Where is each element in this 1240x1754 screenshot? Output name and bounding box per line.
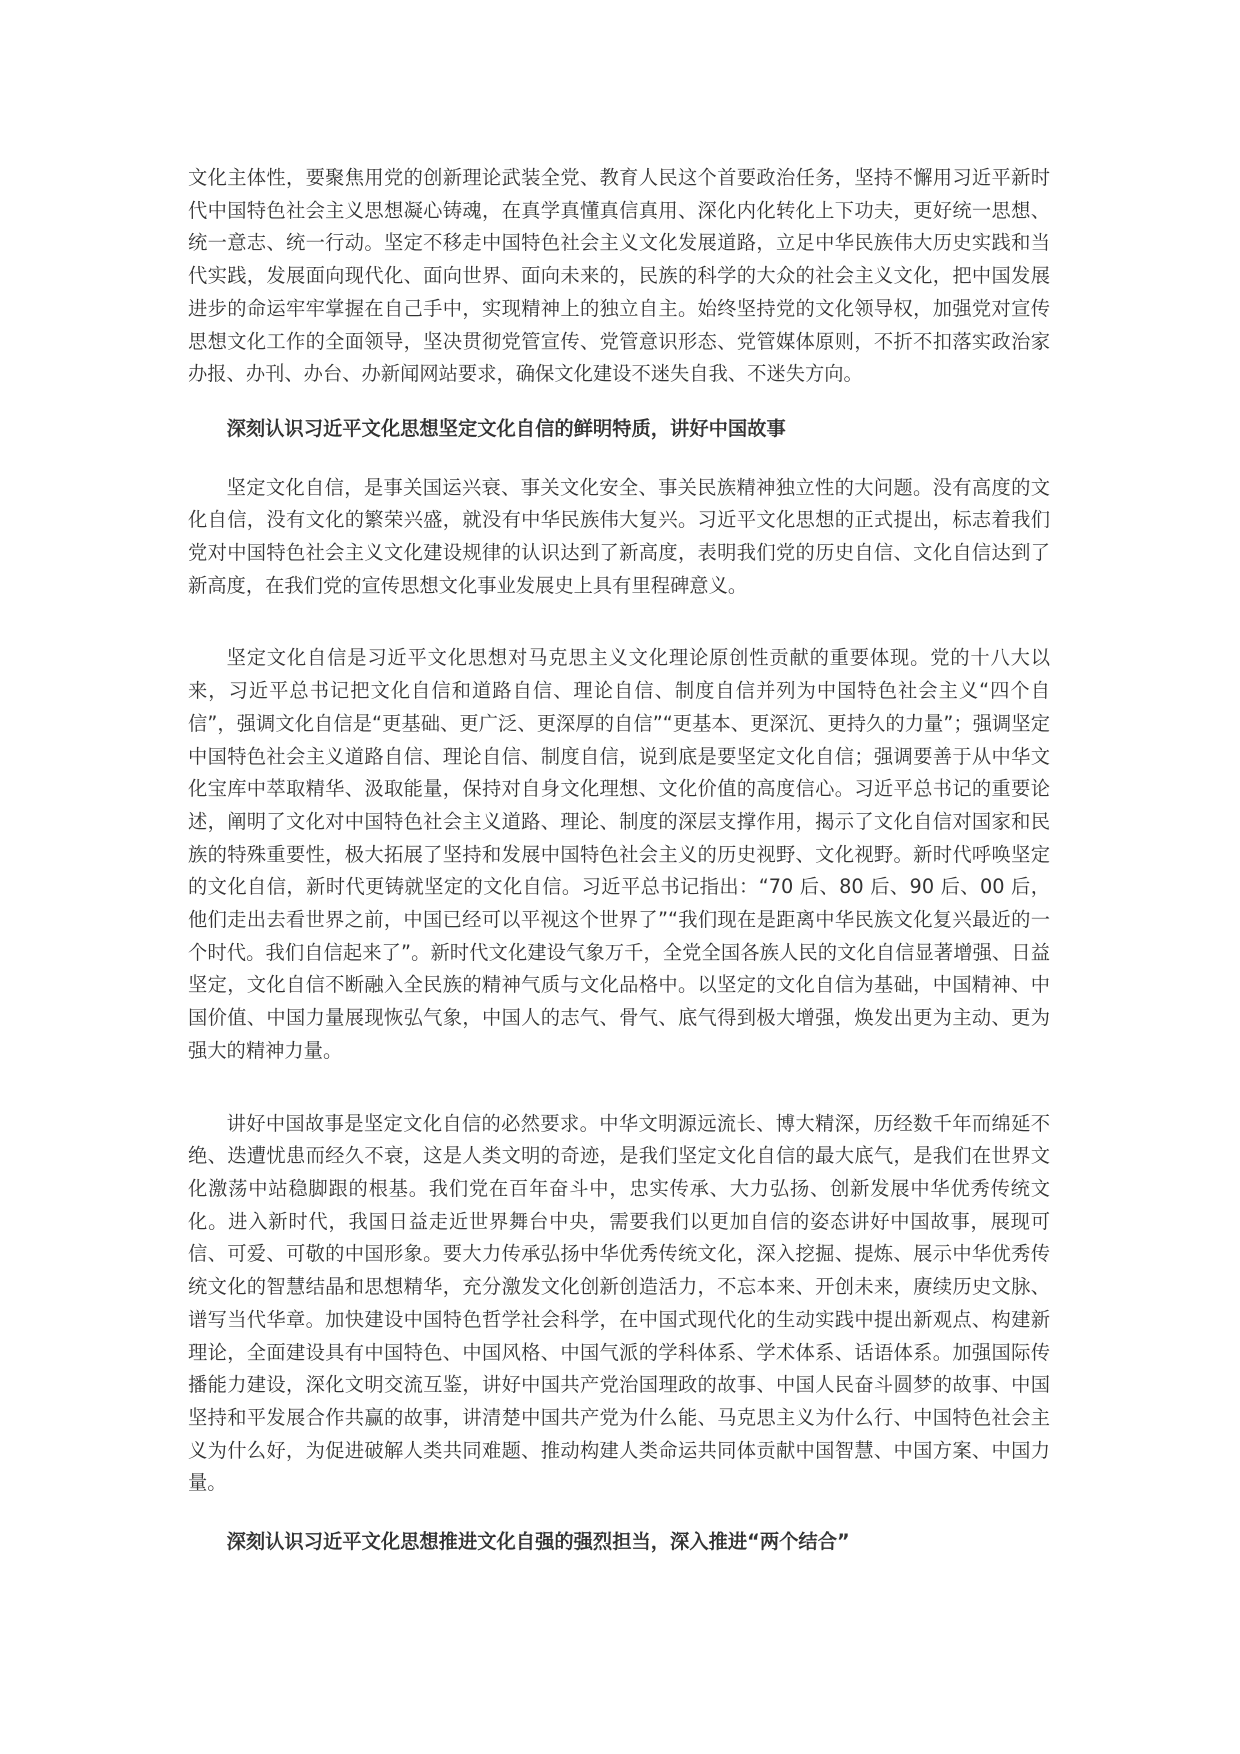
intro-continuation-paragraph: 文化主体性，要聚焦用党的创新理论武装全党、教育人民这个首要政治任务，坚持不懈用习近平新时代中国特色社会主义思想凝心铸魂，在真学真懂真信真用、深化内化转化上下功夫，更好统一思想、统一意志、统一行动。坚定不移走中国特色社会主义文化发展道路，立足中华民族伟大历史实践和当代实践，发展面向现代化、面向世界、面向未来的，民族的科学的大众的社会主义文化，把中国发展进步的命运牢牢掌握在自己手中，实现精神上的独立自主。始终坚持党的文化领导权，加强党对宣传思想文化工作的全面领导，坚决贯彻党管宣传、党管意识形态、党管媒体原则，不折不扣落实政治家办报、办刊、办台、办新闻网站要求，确保文化建设不迷失自我、不迷失方向。 — [188, 166, 1050, 386]
paragraph-tell-china-stories: 讲好中国故事是坚定文化自信的必然要求。中华文明源远流长、博大精深，历经数千年而绵延不绝、迭遭忧患而经久不衰，这是人类文明的奇迹，是我们坚定文化自信的最大底气，是我们在世界文化激荡中站稳脚跟的根基。我们党在百年奋斗中，忠实传承、大力弘扬、创新发展中华优秀传统文化。进入新时代，我国日益走近世界舞台中央，需要我们以更加自信的姿态讲好中国故事，展现可信、可爱、可敬的中国形象。要大力传承弘扬中华优秀传统文化，深入挖掘、提炼、展示中华优秀传统文化的智慧结晶和思想精华，充分激发文化创新创造活力，不忘本来、开创未来，赓续历史文脉、谱写当代华章。加快建设中国特色哲学社会科学，在中国式现代化的生动实践中提出新观点、构建新理论，全面建设具有中国特色、中国风格、中国气派的学科体系、学术体系、话语体系。加强国际传播能力建设，深化文明交流互鉴，讲好中国共产党治国理政的故事、中国人民奋斗圆梦的故事、中国坚持和平发展合作共赢的故事，讲清楚中国共产党为什么能、马克思主义为什么行、中国特色社会主义为什么好，为促进破解人类共同难题、推动构建人类命运共同体贡献中国智慧、中国方案、中国力量。 — [188, 1111, 1050, 1495]
paragraph-original-contribution: 坚定文化自信是习近平文化思想对马克思主义文化理论原创性贡献的重要体现。党的十八大以来，习近平总书记把文化自信和道路自信、理论自信、制度自信并列为中国特色社会主义“四个自信”，强调文化自信是“更基础、更广泛、更深厚的自信”“更基本、更深沉、更持久的力量”；强调坚定中国特色社会主义道路自信、理论自信、制度自信，说到底是要坚定文化自信；强调要善于从中华文化宝库中萃取精华、汲取能量，保持对自身文化理想、文化价值的高度信心。习近平总书记的重要论述，阐明了文化对中国特色社会主义道路、理论、制度的深层支撑作用，揭示了文化自信对国家和民族的特殊重要性，极大拓展了坚持和发展中国特色社会主义的历史视野、文化视野。新时代呼唤坚定的文化自信，新时代更铸就坚定的文化自信。习近平总书记指出：“70 后、80 后、90 后、00 后，他们走出去看世界之前，中国已经可以平视这个世界了”“我们现在是距离中华民族文化复兴最近的一个时代。我们自信起来了”。新时代文化建设气象万千，全党全国各族人民的文化自信显著增强、日益坚定，文化自信不断融入全民族的精神气质与文化品格中。以坚定的文化自信为基础，中国精神、中国价值、中国力量展现恢弘气象，中国人的志气、骨气、底气得到极大增强，焕发出更为主动、更为强大的精神力量。 — [188, 646, 1050, 1062]
paragraph-cultural-confidence-importance: 坚定文化自信，是事关国运兴衰、事关文化安全、事关民族精神独立性的大问题。没有高度的文化自信，没有文化的繁荣兴盛，就没有中华民族伟大复兴。习近平文化思想的正式提出，标志着我们党对中国特色社会主义文化建设规律的认识达到了新高度，表明我们党的历史自信、文化自信达到了新高度，在我们党的宣传思想文化事业发展史上具有里程碑意义。 — [188, 475, 1050, 597]
section-heading-cultural-self-strengthening: 深刻认识习近平文化思想推进文化自强的强烈担当，深入推进“两个结合” — [226, 1530, 850, 1554]
document-body — [188, 162, 1050, 1559]
section-heading-cultural-confidence: 深刻认识习近平文化思想坚定文化自信的鲜明特质，讲好中国故事 — [226, 416, 786, 440]
